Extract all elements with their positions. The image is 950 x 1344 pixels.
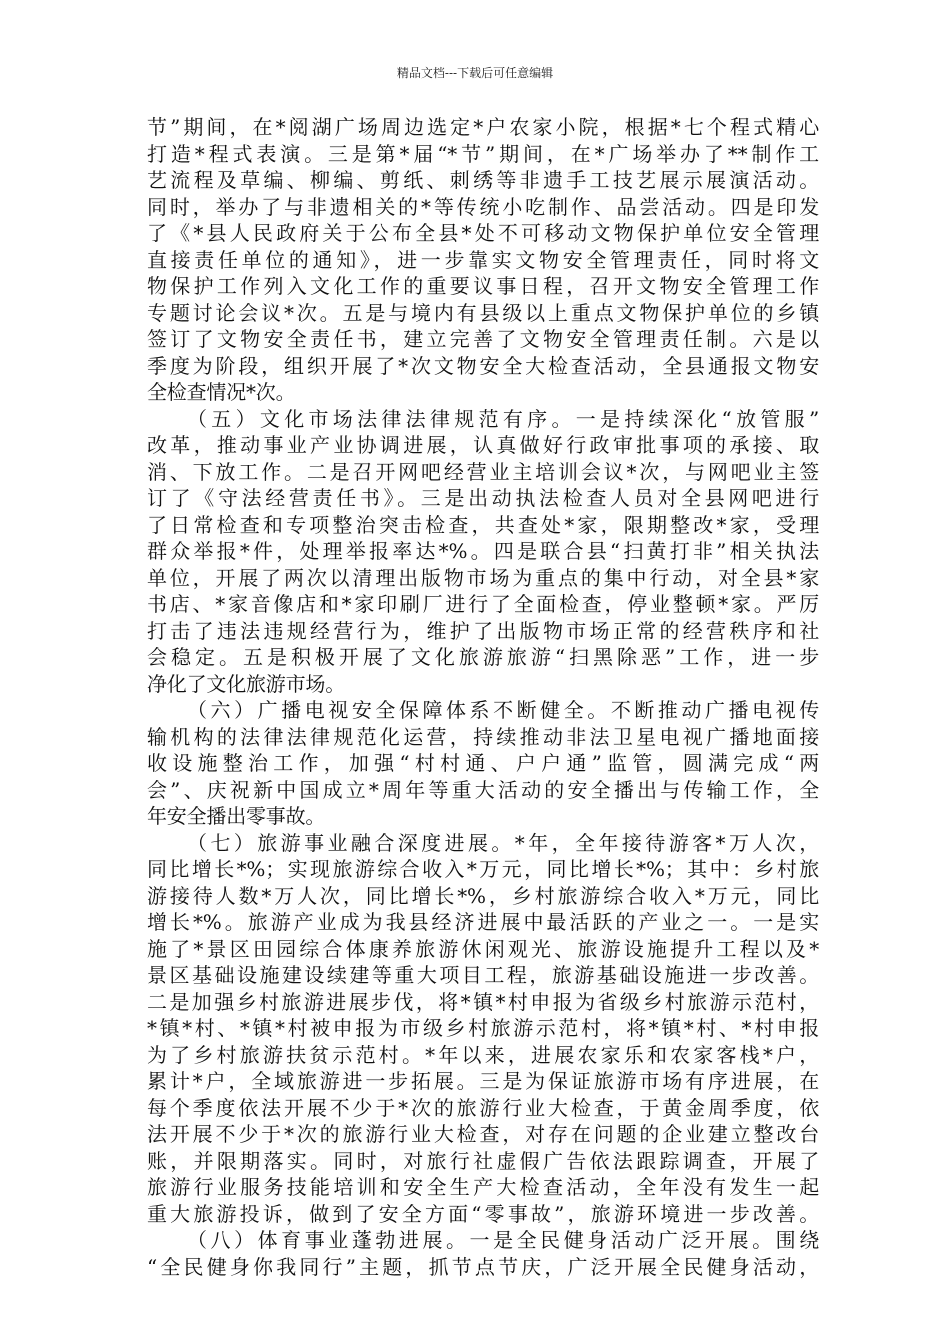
text-line: （八）体育事业蓬勃进展。一是全民健身活动广泛开展。围绕 <box>187 1228 819 1252</box>
text-line: 了日常检查和专项整治突击检查，共查处*家，限期整改*家，受理 <box>147 512 819 537</box>
text-line: 改革，推动事业产业协调进展，认真做好行政审批事项的承接、取 <box>147 433 819 457</box>
text-line: 打击了违法违规经营行为，维护了出版物市场正常的经营秩序和社 <box>147 618 819 643</box>
text-line: 旅游行业服务技能培训和安全生产大检查活动，全年没有发生一起 <box>147 1175 819 1199</box>
text-line: （五）文化市场法律法律规范有序。一是持续深化“放管服” <box>187 406 819 431</box>
text-line: 每个季度依法开展不少于*次的旅游行业大检查，于黄金周季度，依 <box>147 1095 819 1120</box>
text-line: 二是加强乡村旅游进展步伐，将*镇*村申报为省级乡村旅游示范村， <box>147 989 819 1014</box>
text-line: 法开展不少于*次的旅游行业大检查，对存在问题的企业建立整改台 <box>147 1122 819 1146</box>
text-line: *镇*村、*镇*村被申报为市级乡村旅游示范村，将*镇*村、*村申报 <box>147 1016 819 1040</box>
text-line: 艺流程及草编、柳编、剪纸、刺绣等非遗手工技艺展示展演活动。 <box>147 168 819 192</box>
text-line: 收设施整治工作，加强“村村通、户户通”监管，圆满完成“两 <box>147 751 819 775</box>
text-line: 同比增长*%；实现旅游综合收入*万元，同比增长*%；其中：乡村旅 <box>147 857 819 881</box>
text-line: 季度为阶段，组织开展了*次文物安全大检查活动，全县通报文物安 <box>147 353 819 378</box>
text-line: 直接责任单位的通知》，进一步靠实文物安全管理责任，同时将文 <box>147 247 819 272</box>
text-line: 群众举报*件，处理举报率达*%。四是联合县“扫黄打非”相关执法 <box>147 539 819 563</box>
text-line: 净化了文化旅游市场。 <box>147 671 345 696</box>
text-line: 订了《守法经营责任书》。三是出动执法检查人员对全县网吧进行 <box>147 486 819 510</box>
text-line: 打造*程式表演。三是第*届“*节”期间，在*广场举办了**制作工 <box>147 141 819 166</box>
text-line: 全检查情况*次。 <box>147 380 296 404</box>
text-line: （六）广播电视安全保障体系不断健全。不断推动广播电视传 <box>187 698 819 722</box>
text-line: 为了乡村旅游扶贫示范村。*年以来，进展农家乐和农家客栈*户， <box>147 1042 819 1067</box>
text-line: 签订了文物安全责任书，建立完善了文物安全管理责任制。六是以 <box>147 327 819 351</box>
text-line: 同时，举办了与非遗相关的*等传统小吃制作、品尝活动。四是印发 <box>147 194 819 219</box>
text-line: 专题讨论会议*次。五是与境内有县级以上重点文物保护单位的乡镇 <box>147 300 819 325</box>
text-line: 消、下放工作。二是召开网吧经营业主培训会议*次，与网吧业主签 <box>147 459 819 484</box>
text-line: 会稳定。五是积极开展了文化旅游旅游“扫黑除恶”工作，进一步 <box>147 645 819 669</box>
text-line: 书店、*家音像店和*家印刷厂进行了全面检查，停业整顿*家。严厉 <box>147 592 819 616</box>
text-line: “全民健身你我同行”主题，抓节点节庆，广泛开展全民健身活动， <box>147 1254 819 1279</box>
text-line: 游接待人数*万人次，同比增长*%，乡村旅游综合收入*万元，同比 <box>147 883 819 908</box>
text-line: （七）旅游事业融合深度进展。*年，全年接待游客*万人次， <box>187 830 819 855</box>
text-line: 增长*%。旅游产业成为我县经济进展中最活跃的产业之一。一是实 <box>147 910 819 934</box>
text-line: 节”期间，在*阅湖广场周边选定*户农家小院，根据*七个程式精心 <box>147 115 819 139</box>
text-line: 了《*县人民政府关于公布全县*处不可移动文物保护单位安全管理 <box>147 221 819 245</box>
text-line: 单位，开展了两次以清理出版物市场为重点的集中行动，对全县*家 <box>147 565 819 590</box>
text-line: 景区基础设施建设续建等重大项目工程，旅游基础设施进一步改善。 <box>147 963 819 987</box>
text-line: 年安全播出零事故。 <box>147 804 326 828</box>
text-line: 账，并限期落实。同时，对旅行社虚假广告依法跟踪调查，开展了 <box>147 1148 819 1173</box>
text-line: 物保护工作列入文化工作的重要议事日程，召开文物安全管理工作 <box>147 274 819 298</box>
text-line: 会”、庆祝新中国成立*周年等重大活动的安全播出与传输工作，全 <box>147 777 819 802</box>
text-line: 输机构的法律法律规范化运营，持续推动非法卫星电视广播地面接 <box>147 724 819 749</box>
text-line: 施了*景区田园综合体康养旅游休闲观光、旅游设施提升工程以及* <box>147 936 819 961</box>
document-body <box>147 114 819 1280</box>
text-line: 累计*户，全域旅游进一步拓展。三是为保证旅游市场有序进展，在 <box>147 1069 819 1093</box>
page-header: 精品文档---下载后可任意编辑 <box>396 66 554 80</box>
text-line: 重大旅游投诉，做到了安全方面“零事故”，旅游环境进一步改善。 <box>147 1201 819 1226</box>
